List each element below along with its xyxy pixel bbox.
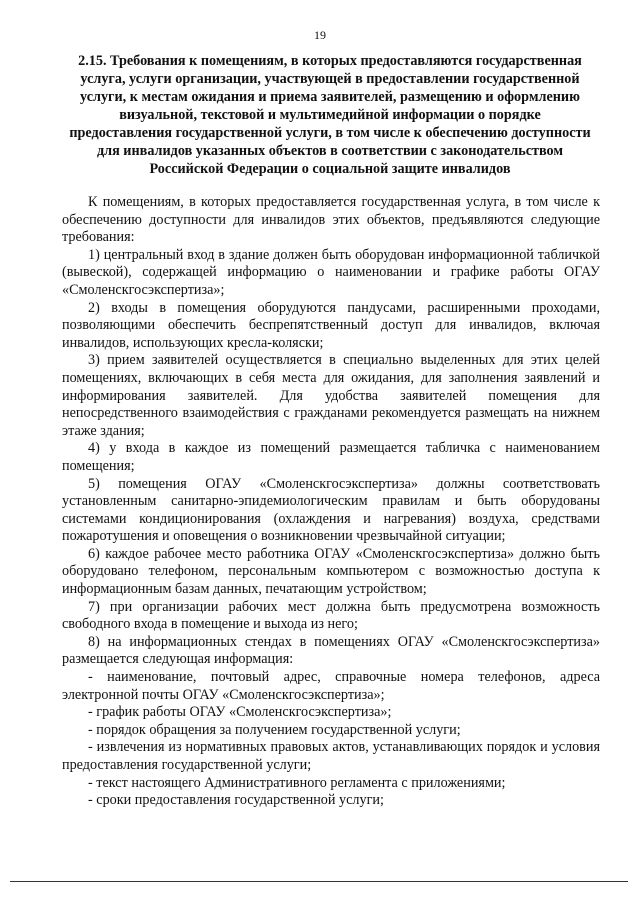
heading-line: Российской Федерации о социальной защите инвалидов bbox=[149, 161, 511, 177]
requirement-item: 4) у входа в каждое из помещений размещается табличка с наименованием помещения; bbox=[62, 440, 600, 474]
body-text bbox=[62, 194, 600, 810]
requirement-item: 8) на информационных стендах в помещениях ОГАУ «Смоленскгосэкспертиза» размещается следующая информация: bbox=[62, 633, 600, 668]
list-item: - извлечения из нормативных правовых актов, устанавливающих порядок и условия предоставления государственной услуги; bbox=[62, 739, 600, 773]
section-heading bbox=[60, 52, 600, 178]
heading-line: для инвалидов указанных объектов в соответствии с законодательством bbox=[96, 143, 564, 159]
page-number: 19 bbox=[314, 28, 326, 42]
page-bottom-rule bbox=[10, 881, 628, 882]
intro-paragraph: К помещениям, в которых предоставляется государственная услуга, в том числе к обеспечению доступности для инвалидов этих объектов, предъявляются следующие требования: bbox=[62, 194, 600, 246]
heading-line: услуги, к местам ожидания и приема заявителей, размещению и оформлению bbox=[80, 89, 580, 105]
heading-line: предоставления государственной услуги, в том числе к обеспечению доступности bbox=[69, 125, 591, 141]
requirement-item: 1) центральный вход в здание должен быть оборудован информационной табличкой (вывеской), содержащей информацию о наименовании и графике работы ОГАУ «Смоленскгосэкспертиза»; bbox=[62, 246, 600, 298]
heading-line: 2.15. Требования к помещениям, в которых предоставляются государственная bbox=[78, 53, 582, 69]
list-item: - график работы ОГАУ «Смоленскгосэкспертиза»; bbox=[88, 704, 392, 721]
list-item: - порядок обращения за получением государственной услуги; bbox=[88, 721, 461, 738]
heading-line: услуга, услуги организации, участвующей в предоставлении государственной bbox=[80, 71, 580, 87]
requirement-item: 7) при организации рабочих мест должна быть предусмотрена возможность свободного входа в помещение и выхода из него; bbox=[62, 598, 600, 633]
requirement-item: 3) прием заявителей осуществляется в специально выделенных для этих целей помещениях, включающих в себя места для ожидания, для заполнения заявлений и информирования заявителей. Для удобства заявителей помещения для непосредственного взаимодействия с гражданами рекомендуется размещать на нижнем этаже здания; bbox=[62, 352, 600, 439]
requirement-item: 5) помещения ОГАУ «Смоленскгосэкспертиза» должны соответствовать установленным санитарно-эпидемиологическим правилам и быть оборудованы системами кондиционирования (охлаждения и нагревания) воздуха, средствами пожаротушения и оповещения о возникновении чрезвычайной ситуации; bbox=[62, 475, 600, 545]
list-item: - сроки предоставления государственной услуги; bbox=[88, 792, 384, 809]
heading-line: визуальной, текстовой и мультимедийной информации о порядке bbox=[119, 107, 541, 123]
list-item: - текст настоящего Административного регламента с приложениями; bbox=[88, 774, 506, 791]
list-item: - наименование, почтовый адрес, справочные номера телефонов, адреса электронной почты ОГАУ «Смоленскгосэкспертиза»; bbox=[62, 669, 600, 703]
requirement-item: 6) каждое рабочее место работника ОГАУ «Смоленскгосэкспертиза» должно быть оборудовано телефоном, персональным компьютером с возможностью доступа к информационным базам данных, печатающим устройством; bbox=[62, 545, 600, 598]
requirement-item: 2) входы в помещения оборудуются пандусами, расширенными проходами, позволяющими обеспечить беспрепятственный доступ для инвалидов, включая инвалидов, использующих кресла-коляски; bbox=[62, 299, 600, 351]
